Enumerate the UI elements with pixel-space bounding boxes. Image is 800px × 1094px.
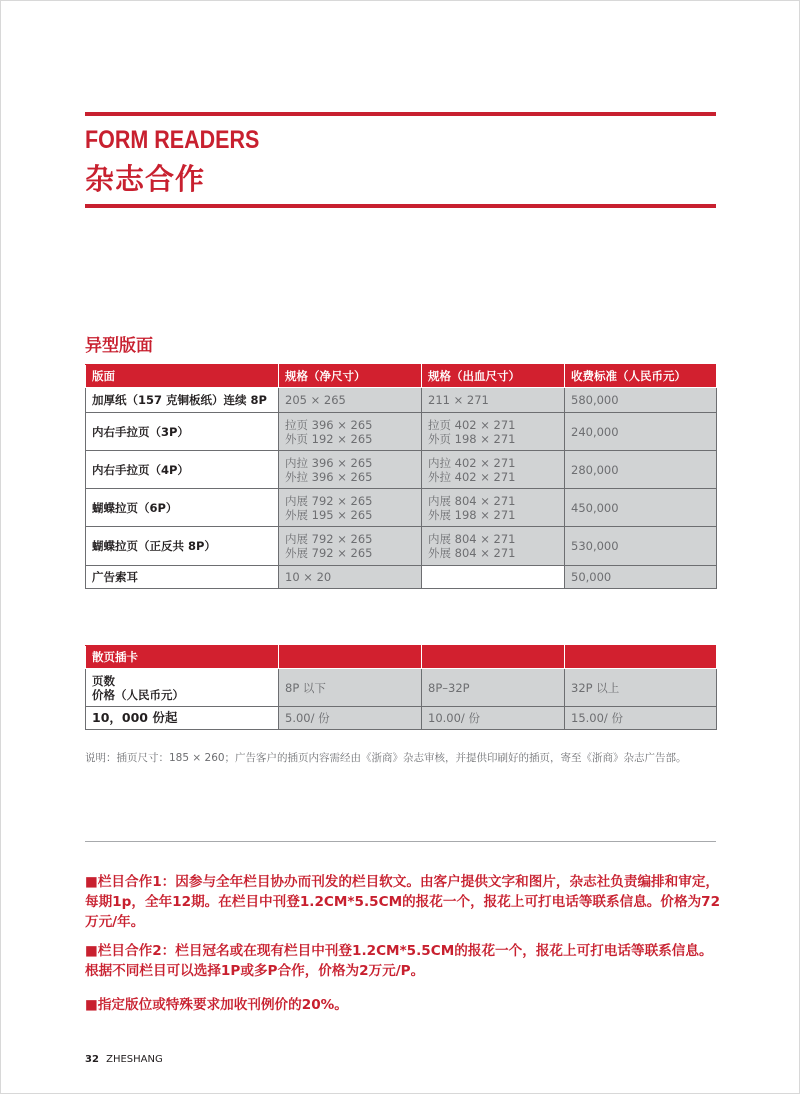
- net-size: [279, 413, 422, 451]
- row-label-line: 页数: [92, 673, 115, 688]
- net-size-line: 外拉 396 × 265: [285, 469, 373, 484]
- page-option: 8P 以下: [279, 669, 422, 707]
- unit-price: 15.00/ 份: [565, 707, 717, 730]
- unit-price: 10.00/ 份: [422, 707, 565, 730]
- column-header-price: 收费标准（人民币元）: [565, 365, 717, 388]
- net-size-line: 外展 195 × 265: [285, 507, 373, 522]
- price: 580,000: [565, 388, 717, 413]
- page-number: 32: [85, 1054, 99, 1065]
- net-size: [279, 489, 422, 527]
- format-name: 内右手拉页（4P）: [86, 451, 279, 489]
- price: 280,000: [565, 451, 717, 489]
- net-size-line: 内拉 396 × 265: [285, 455, 373, 470]
- bleed-size: [422, 451, 565, 489]
- table-row: [86, 669, 717, 707]
- bleed-size-line: 外展 198 × 271: [428, 507, 516, 522]
- price: 50,000: [565, 566, 717, 589]
- bleed-size: [422, 413, 565, 451]
- table-row: [86, 707, 717, 730]
- table-row: [86, 566, 717, 589]
- net-size-line: 205 × 265: [285, 393, 346, 407]
- divider: [85, 841, 716, 842]
- table-row: [86, 489, 717, 527]
- title-top-rule: [85, 112, 716, 116]
- table-row: [86, 527, 717, 566]
- page-option: 8P–32P: [422, 669, 565, 707]
- net-size: [279, 451, 422, 489]
- format-name: 内右手拉页（3P）: [86, 413, 279, 451]
- format-name: 广告索耳: [86, 566, 279, 589]
- insert-note: 说明：插页尺寸：185 × 260；广告客户的插页内容需经由《浙商》杂志审核，并提供印刷好的插页，寄至《浙商》杂志广告部。: [85, 752, 687, 764]
- column-header-format: 版面: [86, 365, 279, 388]
- title-bottom-rule: [85, 204, 716, 208]
- page-option: 32P 以上: [565, 669, 717, 707]
- bleed-size-line: 内展 804 × 271: [428, 532, 516, 546]
- net-size-line: 内展 792 × 265: [285, 532, 373, 546]
- net-size: [279, 527, 422, 566]
- table-header-row: [86, 646, 717, 669]
- column-header-net-size: 规格（净尺寸）: [279, 365, 422, 388]
- column-header-bleed-size: 规格（出血尺寸）: [422, 365, 565, 388]
- bleed-size-line: 外拉 402 × 271: [428, 469, 516, 484]
- bleed-size: [422, 566, 565, 589]
- magazine-name: ZHESHANG: [106, 1054, 163, 1065]
- price: 530,000: [565, 527, 717, 566]
- page-title-chinese: 杂志合作: [85, 162, 206, 196]
- surcharge-note: ■指定版位或特殊要求加收刊例价的20%。: [85, 997, 348, 1013]
- bleed-size-line: 211 × 271: [428, 393, 489, 407]
- net-size-line: 拉页 396 × 265: [285, 417, 373, 432]
- unit-price: 5.00/ 份: [279, 707, 422, 730]
- column-header-insert-card: 散页插卡: [86, 646, 279, 669]
- net-size-line: 外展 792 × 265: [285, 546, 373, 560]
- net-size: [279, 388, 422, 413]
- price: 450,000: [565, 489, 717, 527]
- table-header-row: [86, 365, 717, 388]
- column-cooperation-2: ■栏目合作2：栏目冠名或在现有栏目中刊登1.2CM*5.5CM的报花一个，报花上可打电话等联系信息。根据不同栏目可以选择1P或多P合作，价格为2万元/P。: [85, 943, 713, 979]
- column-header-empty: [422, 646, 565, 669]
- bleed-size-line: 内拉 402 × 271: [428, 455, 516, 470]
- bleed-size-line: 外页 198 × 271: [428, 431, 516, 446]
- row-label-line: 价格（人民币元）: [92, 687, 184, 702]
- column-cooperation-1: ■栏目合作1：因参与全年栏目协办而刊发的栏目软文。由客户提供文字和图片，杂志社负责编排和审定，每期1p，全年12期。在栏目中刊登1.2CM*5.5CM的报花一个，报花上可打电话等联系信息。价格为72万元/年。: [85, 874, 721, 930]
- bleed-size: [422, 489, 565, 527]
- net-size: [279, 566, 422, 589]
- row-label: [86, 669, 279, 707]
- net-size-line: 内展 792 × 265: [285, 493, 373, 508]
- table-row: [86, 413, 717, 451]
- page-footer: [85, 1054, 163, 1065]
- bleed-size-line: 外展 804 × 271: [428, 546, 516, 560]
- bleed-size: [422, 527, 565, 566]
- special-format-table: [85, 364, 717, 589]
- net-size-line: 10 × 20: [285, 570, 332, 584]
- table-row: [86, 388, 717, 413]
- column-header-empty: [565, 646, 717, 669]
- section-heading: 异型版面: [85, 336, 153, 356]
- page-title-english: FORM READERS: [85, 126, 260, 154]
- format-name: 蝴蝶拉页（正反共 8P）: [86, 527, 279, 566]
- price: 240,000: [565, 413, 717, 451]
- format-name: 加厚纸（157 克铜板纸）连续 8P: [86, 388, 279, 413]
- minimum-quantity: 10，000 份起: [86, 707, 279, 730]
- net-size-line: 外页 192 × 265: [285, 431, 373, 446]
- column-header-empty: [279, 646, 422, 669]
- bleed-size: [422, 388, 565, 413]
- bleed-size-line: 拉页 402 × 271: [428, 417, 516, 432]
- bleed-size-line: 内展 804 × 271: [428, 493, 516, 508]
- format-name: 蝴蝶拉页（6P）: [86, 489, 279, 527]
- table-row: [86, 451, 717, 489]
- insert-card-table: [85, 645, 717, 730]
